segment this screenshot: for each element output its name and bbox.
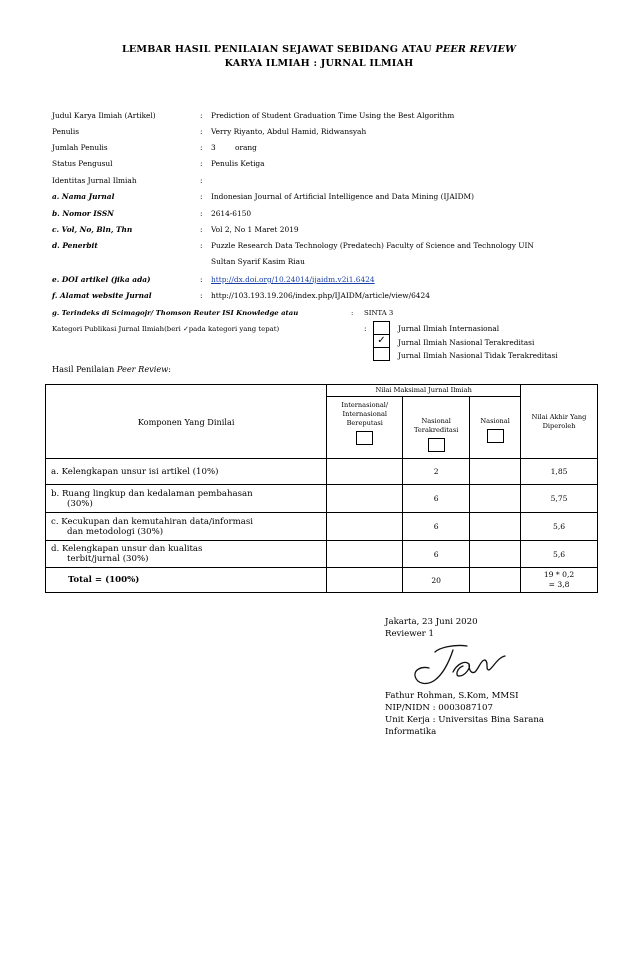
header-nasional-terakreditasi: Nasional Terakreditasi (403, 397, 470, 459)
kategori-label-nasional-terakreditasi: Jurnal Ilmiah Nasional Terakreditasi (398, 338, 535, 347)
header-nilai-akhir: Nilai Akhir Yang Diperoleh (521, 385, 598, 459)
nasional-terakreditasi-checkbox[interactable] (428, 438, 445, 452)
sign-place-date: Jakarta, 23 Juni 2020 (385, 617, 478, 627)
sign-nip: NIP/NIDN : 0003087107 (385, 703, 493, 713)
penilaian-table (45, 384, 598, 593)
hasil-heading: Hasil Penilaian Peer Review: (52, 364, 172, 374)
document-title: LEMBAR HASIL PENILAIAN SEJAWAT SEBIDANG ATAU PEER REVIEW (121, 44, 517, 55)
kategori-checkbox-nasional-tidak[interactable] (373, 347, 390, 361)
signature-scribble (405, 638, 515, 690)
table-row: d. Kelengkapan unsur dan kualitas terbit/jurnal (30%) 6 5,6 (46, 541, 598, 568)
sign-unit: Unit Kerja : Universitas Bina Sarana (385, 715, 545, 725)
table-row: b. Ruang lingkup dan kedalaman pembahasan (30%) 6 5,75 (46, 485, 598, 513)
kategori-label-internasional: Jurnal Ilmiah Internasional (398, 324, 500, 333)
sign-role: Reviewer 1 (385, 629, 434, 639)
header-nasional: Nasional (470, 397, 521, 459)
table-row: c. Kecukupan dan kemutahiran data/informasi dan metodologi (30%) 6 5,6 (46, 513, 598, 541)
nasional-checkbox[interactable] (487, 429, 504, 443)
table-total-row: Total = (100%) 20 19 * 0,2 = 3,8 (46, 568, 598, 593)
document-subtitle: KARYA ILMIAH : JURNAL ILMIAH (224, 58, 414, 69)
kategori-checkbox-nasional-terakreditasi[interactable]: ✓ (373, 334, 390, 348)
kategori-label-nasional-tidak: Jurnal Ilmiah Nasional Tidak Terakreditasi (398, 351, 558, 360)
internasional-checkbox[interactable] (356, 431, 373, 445)
kategori-label: Kategori Publikasi Jurnal Ilmiah(beri ✓pada kategori yang tepat) (52, 325, 280, 333)
kategori-checkbox-internasional[interactable] (373, 321, 390, 335)
sign-unit-cont: Informatika (385, 727, 437, 737)
header-internasional: Internasional/ Internasional Bereputasi (327, 397, 403, 459)
sign-name: Fathur Rohman, S.Kom, MMSI (385, 691, 519, 701)
header-nilai-maksimal: Nilai Maksimal Jurnal Ilmiah (327, 385, 521, 397)
table-row: a. Kelengkapan unsur isi artikel (10%) 2 1,85 (46, 459, 598, 485)
header-komponen: Komponen Yang Dinilai (46, 385, 327, 459)
doi-link[interactable]: http://dx.doi.org/10.24014/ijaidm.v2i1.6424 (211, 275, 375, 284)
